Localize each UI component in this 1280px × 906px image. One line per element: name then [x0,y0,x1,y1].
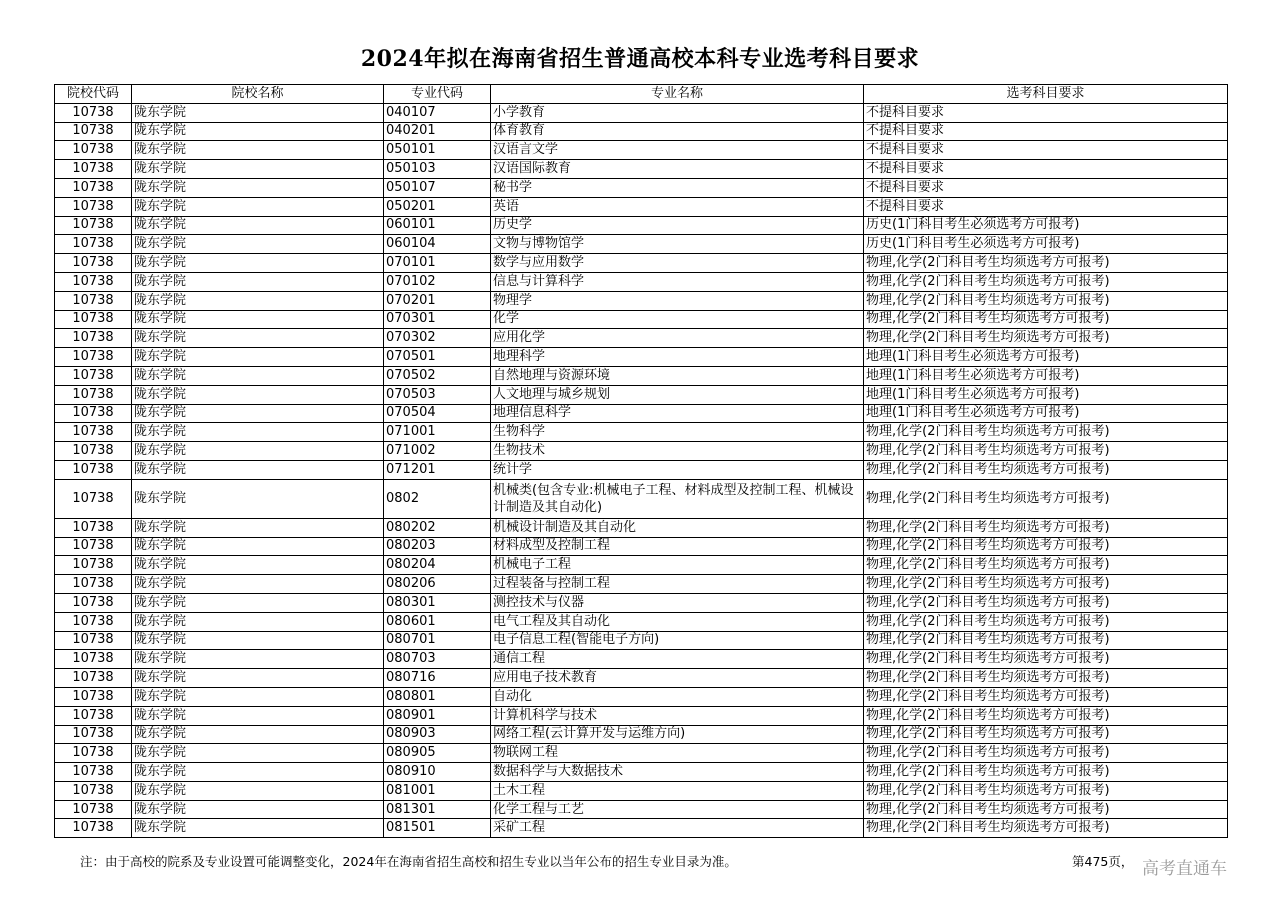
table-row [55,272,1228,291]
major-code-cell: 070504 [384,404,491,423]
school-name-cell: 陇东学院 [132,103,384,122]
table-header-row [55,85,1228,104]
table-row [55,781,1228,800]
school-code-cell: 10738 [55,631,132,650]
table-row [55,291,1228,310]
school-code-cell: 10738 [55,160,132,179]
subject-requirement-cell: 不提科目要求 [864,122,1228,141]
major-name-cell: 生物技术 [491,442,864,461]
major-name-cell: 生物科学 [491,423,864,442]
school-name-cell: 陇东学院 [132,460,384,479]
school-name-cell: 陇东学院 [132,650,384,669]
major-name-cell: 过程装备与控制工程 [491,575,864,594]
school-code-cell: 10738 [55,800,132,819]
major-code-cell: 080202 [384,518,491,537]
school-code-cell: 10738 [55,669,132,688]
major-code-cell: 070502 [384,366,491,385]
table-row [55,423,1228,442]
major-name-cell: 机械类(包含专业:机械电子工程、材料成型及控制工程、机械设计制造及其自动化) [491,479,864,518]
school-code-cell: 10738 [55,819,132,838]
school-code-cell: 10738 [55,197,132,216]
major-name-cell: 网络工程(云计算开发与运维方向) [491,725,864,744]
major-name-cell: 化学工程与工艺 [491,800,864,819]
page-number: 第475页， [1072,854,1134,869]
major-code-cell: 080801 [384,687,491,706]
school-name-cell: 陇东学院 [132,537,384,556]
school-name-cell: 陇东学院 [132,763,384,782]
table-row [55,669,1228,688]
major-code-cell: 080203 [384,537,491,556]
school-name-cell: 陇东学院 [132,556,384,575]
subject-requirement-cell: 地理(1门科目考生必须选考方可报考) [864,366,1228,385]
table-row [55,631,1228,650]
school-name-cell: 陇东学院 [132,744,384,763]
footer-note: 注：由于高校的院系及专业设置可能调整变化，2024年在海南省招生高校和招生专业以当年公布的招生专业目录为准。 [80,854,737,869]
school-code-cell: 10738 [55,385,132,404]
table-row [55,725,1228,744]
major-name-cell: 通信工程 [491,650,864,669]
subject-requirement-cell: 物理,化学(2门科目考生均须选考方可报考) [864,725,1228,744]
major-code-cell: 080601 [384,612,491,631]
school-code-cell: 10738 [55,593,132,612]
subject-requirement-cell: 不提科目要求 [864,141,1228,160]
subject-requirement-cell: 物理,化学(2门科目考生均须选考方可报考) [864,575,1228,594]
major-code-cell: 080716 [384,669,491,688]
major-name-cell: 汉语言文学 [491,141,864,160]
major-name-cell: 体育教育 [491,122,864,141]
subject-requirement-cell: 物理,化学(2门科目考生均须选考方可报考) [864,687,1228,706]
subject-requirement-cell: 物理,化学(2门科目考生均须选考方可报考) [864,819,1228,838]
major-code-cell: 060104 [384,235,491,254]
major-name-cell: 历史学 [491,216,864,235]
major-name-cell: 机械电子工程 [491,556,864,575]
school-code-cell: 10738 [55,122,132,141]
major-code-cell: 080901 [384,706,491,725]
major-name-cell: 汉语国际教育 [491,160,864,179]
school-name-cell: 陇东学院 [132,800,384,819]
school-code-cell: 10738 [55,291,132,310]
school-name-cell: 陇东学院 [132,385,384,404]
school-name-cell: 陇东学院 [132,593,384,612]
school-name-cell: 陇东学院 [132,197,384,216]
school-code-cell: 10738 [55,781,132,800]
major-code-cell: 080701 [384,631,491,650]
school-name-cell: 陇东学院 [132,310,384,329]
subject-requirement-cell: 地理(1门科目考生必须选考方可报考) [864,404,1228,423]
major-name-cell: 数据科学与大数据技术 [491,763,864,782]
school-name-cell: 陇东学院 [132,141,384,160]
table-row [55,556,1228,575]
school-code-cell: 10738 [55,763,132,782]
table-row [55,141,1228,160]
table-row [55,460,1228,479]
major-name-cell: 土木工程 [491,781,864,800]
table-row [55,216,1228,235]
school-code-cell: 10738 [55,254,132,273]
school-code-cell: 10738 [55,460,132,479]
major-code-cell: 040107 [384,103,491,122]
subject-requirement-cell: 地理(1门科目考生必须选考方可报考) [864,348,1228,367]
major-code-cell: 070102 [384,272,491,291]
table-row [55,819,1228,838]
school-name-cell: 陇东学院 [132,216,384,235]
school-code-cell: 10738 [55,141,132,160]
table-row [55,687,1228,706]
requirements-table [54,84,1228,838]
major-name-cell: 英语 [491,197,864,216]
major-name-cell: 应用化学 [491,329,864,348]
school-name-cell: 陇东学院 [132,178,384,197]
major-code-cell: 070301 [384,310,491,329]
subject-requirement-cell: 物理,化学(2门科目考生均须选考方可报考) [864,310,1228,329]
school-name-cell: 陇东学院 [132,160,384,179]
subject-requirement-cell: 历史(1门科目考生必须选考方可报考) [864,235,1228,254]
header-school-name: 院校名称 [132,85,384,104]
major-name-cell: 电气工程及其自动化 [491,612,864,631]
school-code-cell: 10738 [55,556,132,575]
subject-requirement-cell: 物理,化学(2门科目考生均须选考方可报考) [864,744,1228,763]
table-row [55,329,1228,348]
major-name-cell: 化学 [491,310,864,329]
school-name-cell: 陇东学院 [132,706,384,725]
major-code-cell: 080204 [384,556,491,575]
table-row [55,575,1228,594]
major-name-cell: 应用电子技术教育 [491,669,864,688]
school-code-cell: 10738 [55,518,132,537]
header-major-name: 专业名称 [491,85,864,104]
school-code-cell: 10738 [55,423,132,442]
table-row [55,612,1228,631]
table-row [55,385,1228,404]
school-name-cell: 陇东学院 [132,272,384,291]
major-code-cell: 050103 [384,160,491,179]
subject-requirement-cell: 物理,化学(2门科目考生均须选考方可报考) [864,631,1228,650]
table-row [55,103,1228,122]
subject-requirement-cell: 物理,化学(2门科目考生均须选考方可报考) [864,272,1228,291]
major-code-cell: 050201 [384,197,491,216]
school-code-cell: 10738 [55,310,132,329]
page-title: 2024年拟在海南省招生普通高校本科专业选考科目要求 [360,46,920,72]
major-name-cell: 秘书学 [491,178,864,197]
major-code-cell: 050107 [384,178,491,197]
subject-requirement-cell: 不提科目要求 [864,197,1228,216]
school-code-cell: 10738 [55,706,132,725]
major-code-cell: 071002 [384,442,491,461]
table-row [55,537,1228,556]
header-major-code: 专业代码 [384,85,491,104]
school-name-cell: 陇东学院 [132,348,384,367]
table-row [55,254,1228,273]
major-code-cell: 080905 [384,744,491,763]
school-code-cell: 10738 [55,537,132,556]
major-code-cell: 080703 [384,650,491,669]
school-name-cell: 陇东学院 [132,404,384,423]
school-code-cell: 10738 [55,612,132,631]
school-code-cell: 10738 [55,178,132,197]
major-code-cell: 080910 [384,763,491,782]
school-code-cell: 10738 [55,404,132,423]
table-body [55,103,1228,837]
school-name-cell: 陇东学院 [132,366,384,385]
subject-requirement-cell: 不提科目要求 [864,103,1228,122]
major-code-cell: 060101 [384,216,491,235]
subject-requirement-cell: 物理,化学(2门科目考生均须选考方可报考) [864,800,1228,819]
major-name-cell: 统计学 [491,460,864,479]
school-code-cell: 10738 [55,216,132,235]
subject-requirement-cell: 物理,化学(2门科目考生均须选考方可报考) [864,650,1228,669]
school-name-cell: 陇东学院 [132,122,384,141]
major-code-cell: 040201 [384,122,491,141]
school-code-cell: 10738 [55,329,132,348]
school-code-cell: 10738 [55,366,132,385]
school-code-cell: 10738 [55,744,132,763]
school-code-cell: 10738 [55,235,132,254]
watermark: 高考直通车 [1142,859,1227,879]
subject-requirement-cell: 物理,化学(2门科目考生均须选考方可报考) [864,442,1228,461]
table-row [55,122,1228,141]
major-code-cell: 080206 [384,575,491,594]
major-code-cell: 071201 [384,460,491,479]
major-name-cell: 地理信息科学 [491,404,864,423]
table-row [55,348,1228,367]
header-subject-requirement: 选考科目要求 [864,85,1228,104]
table-row [55,178,1228,197]
subject-requirement-cell: 物理,化学(2门科目考生均须选考方可报考) [864,291,1228,310]
subject-requirement-cell: 物理,化学(2门科目考生均须选考方可报考) [864,423,1228,442]
school-name-cell: 陇东学院 [132,781,384,800]
school-code-cell: 10738 [55,103,132,122]
major-name-cell: 测控技术与仪器 [491,593,864,612]
major-name-cell: 计算机科学与技术 [491,706,864,725]
subject-requirement-cell: 物理,化学(2门科目考生均须选考方可报考) [864,763,1228,782]
subject-requirement-cell: 地理(1门科目考生必须选考方可报考) [864,385,1228,404]
school-name-cell: 陇东学院 [132,725,384,744]
major-name-cell: 数学与应用数学 [491,254,864,273]
table-row [55,235,1228,254]
major-name-cell: 人文地理与城乡规划 [491,385,864,404]
major-code-cell: 070101 [384,254,491,273]
subject-requirement-cell: 不提科目要求 [864,160,1228,179]
school-code-cell: 10738 [55,725,132,744]
major-name-cell: 文物与博物馆学 [491,235,864,254]
subject-requirement-cell: 物理,化学(2门科目考生均须选考方可报考) [864,706,1228,725]
school-name-cell: 陇东学院 [132,518,384,537]
table-row [55,404,1228,423]
major-name-cell: 机械设计制造及其自动化 [491,518,864,537]
major-code-cell: 081301 [384,800,491,819]
major-name-cell: 材料成型及控制工程 [491,537,864,556]
subject-requirement-cell: 物理,化学(2门科目考生均须选考方可报考) [864,537,1228,556]
school-name-cell: 陇东学院 [132,612,384,631]
subject-requirement-cell: 物理,化学(2门科目考生均须选考方可报考) [864,518,1228,537]
school-name-cell: 陇东学院 [132,329,384,348]
major-name-cell: 地理科学 [491,348,864,367]
school-code-cell: 10738 [55,479,132,518]
subject-requirement-cell: 物理,化学(2门科目考生均须选考方可报考) [864,593,1228,612]
major-code-cell: 081501 [384,819,491,838]
table-row [55,763,1228,782]
major-name-cell: 自动化 [491,687,864,706]
school-name-cell: 陇东学院 [132,254,384,273]
subject-requirement-cell: 物理,化学(2门科目考生均须选考方可报考) [864,669,1228,688]
major-code-cell: 080903 [384,725,491,744]
major-code-cell: 050101 [384,141,491,160]
major-code-cell: 070501 [384,348,491,367]
school-name-cell: 陇东学院 [132,575,384,594]
major-name-cell: 电子信息工程(智能电子方向) [491,631,864,650]
major-code-cell: 070503 [384,385,491,404]
table-row [55,706,1228,725]
major-name-cell: 信息与计算科学 [491,272,864,291]
school-code-cell: 10738 [55,650,132,669]
subject-requirement-cell: 物理,化学(2门科目考生均须选考方可报考) [864,254,1228,273]
school-name-cell: 陇东学院 [132,819,384,838]
school-name-cell: 陇东学院 [132,669,384,688]
subject-requirement-cell: 物理,化学(2门科目考生均须选考方可报考) [864,479,1228,518]
major-name-cell: 物理学 [491,291,864,310]
table-row [55,310,1228,329]
school-name-cell: 陇东学院 [132,631,384,650]
table-row [55,800,1228,819]
major-code-cell: 0802 [384,479,491,518]
table-row [55,366,1228,385]
table-row [55,650,1228,669]
school-name-cell: 陇东学院 [132,235,384,254]
subject-requirement-cell: 物理,化学(2门科目考生均须选考方可报考) [864,781,1228,800]
major-code-cell: 080301 [384,593,491,612]
school-code-cell: 10738 [55,348,132,367]
subject-requirement-cell: 不提科目要求 [864,178,1228,197]
school-name-cell: 陇东学院 [132,442,384,461]
major-code-cell: 081001 [384,781,491,800]
table-row [55,518,1228,537]
table-row [55,160,1228,179]
subject-requirement-cell: 物理,化学(2门科目考生均须选考方可报考) [864,329,1228,348]
major-name-cell: 自然地理与资源环境 [491,366,864,385]
school-code-cell: 10738 [55,575,132,594]
major-code-cell: 070201 [384,291,491,310]
subject-requirement-cell: 物理,化学(2门科目考生均须选考方可报考) [864,556,1228,575]
school-code-cell: 10738 [55,687,132,706]
school-name-cell: 陇东学院 [132,423,384,442]
school-name-cell: 陇东学院 [132,687,384,706]
subject-requirement-cell: 物理,化学(2门科目考生均须选考方可报考) [864,460,1228,479]
school-code-cell: 10738 [55,442,132,461]
school-name-cell: 陇东学院 [132,479,384,518]
table-row [55,479,1228,518]
table-row [55,197,1228,216]
subject-requirement-cell: 历史(1门科目考生必须选考方可报考) [864,216,1228,235]
major-code-cell: 070302 [384,329,491,348]
major-name-cell: 小学教育 [491,103,864,122]
school-code-cell: 10738 [55,272,132,291]
header-school-code: 院校代码 [55,85,132,104]
major-name-cell: 物联网工程 [491,744,864,763]
subject-requirement-cell: 物理,化学(2门科目考生均须选考方可报考) [864,612,1228,631]
table-row [55,593,1228,612]
school-name-cell: 陇东学院 [132,291,384,310]
major-code-cell: 071001 [384,423,491,442]
major-name-cell: 采矿工程 [491,819,864,838]
table-row [55,744,1228,763]
table-row [55,442,1228,461]
